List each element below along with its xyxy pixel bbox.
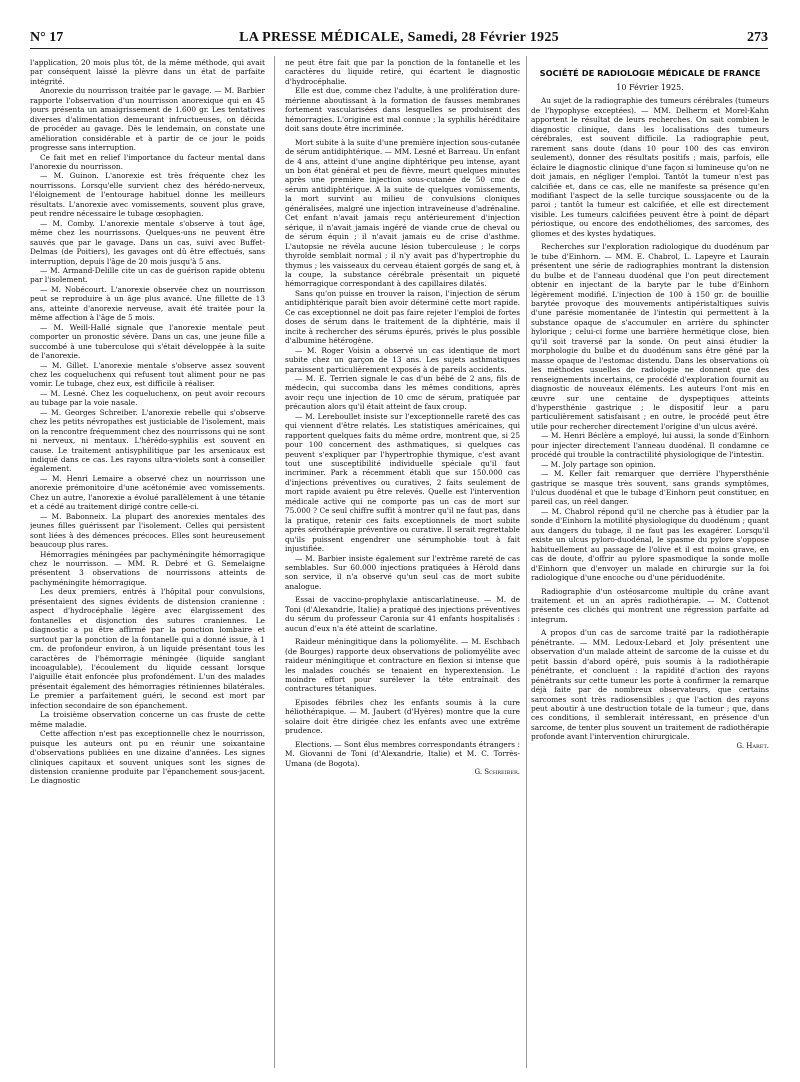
- paragraph: — M. Guinon. L'anorexie est très fréquente chez les nourrissons. Lorsqu'elle survient chez des hérédo-nerveux, l'éloignement de l'entourage habituel donne les meilleurs résultats. L'anorexie avec vomissements, souvent plus grave, peut rendre nécessaire le tubage œsophagien.: [30, 171, 265, 219]
- paragraph: Episodes fébriles chez les enfants soumis à la cure héliothérapique. — M. Jaubert (d'Hyères) montre que la cure solaire doit être dirigée chez les enfants avec une extrême prudence.: [285, 697, 520, 736]
- column-2: [285, 58, 520, 1068]
- paragraph: — M. Keller fait remarquer que derrière l'hypersthénie gastrique se masque très souvent, sans grands symptômes, l'ulcus duodénal et que le tubage d'Einhorn peut constituer, en pareil cas, un réel danger.: [531, 469, 769, 507]
- paragraph: — M. Lereboullet insiste sur l'exceptionnelle rareté des cas qui viennent d'être relatés. Les statistiques américaines, qui rapportent quelques faits du même ordre, montrent que, si 25 pour 100 concernent des asthmatiques, si quelques cas peuvent s'expliquer par l'hypertrophie thymique, c'est avant tout une susceptibilité individuelle spéciale qu'il faut incriminer. Park a récemment établi que sur 150.000 cas d'injections préventives ou curatives, 2 faits seulement de mort rapide avaient pu être relevés. Quelle est l'intervention médicale active qui ne comporte pas un cas de mort sur 75.000 ? Ce seul chiffre suffit à montrer qu'il ne faut pas, dans la pratique, retenir ces faits exceptionnels de mort subite après sérothérapie préventive ou curative. Il serait regrettable qu'ils puissent engendrer une sérumphobie tout à fait injustifiée.: [285, 411, 520, 554]
- paragraph: — M. Georges Schreiber. L'anorexie rebelle qui s'observe chez les petits névropathes est justiciable de l'isolement, mais on la rencontre fréquemment chez des nourrissons qui ne sont ni nerveux, ni mentaux. L'hérédo-syphilis est souvent en cause. Le traitement antisyphilitique par les arsenicaux est indiqué dans ce cas. Les rayons ultra-violets sont à conseiller également.: [30, 407, 265, 474]
- paragraph: La troisième observation concerne un cas fruste de cette même maladie.: [30, 710, 265, 729]
- column-divider: [274, 56, 275, 1068]
- paragraph: Radiographie d'un ostéosarcome multiple du crâne avant traitement et un an après radiothérapie. — M. Cottenot présente ces clichés qui montrent une régression parfaite ad integrum.: [531, 586, 769, 624]
- page-header: [30, 30, 768, 49]
- paragraph: — M. Joly partage son opinion.: [541, 459, 656, 469]
- column-3: [531, 58, 769, 1068]
- paragraph: A propos d'un cas de sarcome traité par la radiothérapie pénétrante. — MM. Ledoux-Lebard et Joly présentent une observation d'un malade atteint de sarcome de la cuisse et du petit bassin d'abord opéré, puis soumis à la radiothérapie pénétrante, et concluent : la rapidité d'action des rayons pénétrants sur cette tumeur les porte à confirmer la remarque déjà faite par de nombreux observateurs, que certains sarcomes sont très radiosensibles ; que l'action des rayons peut aboutir à une destruction totale de la tumeur ; que, dans ces conditions, il semblerait intéressant, en présence d'un sarcome, de tenter plus souvent un traitement de radiothérapie profonde avant l'intervention chirurgicale.: [531, 628, 769, 742]
- paragraph: Raideur méningitique dans la poliomyélite. — M. Eschbach (de Bourges) rapporte deux observations de poliomyélite avec raideur méningitique et contracture en flexion si intense que les malades couchés se tenaient en hyperextension. Le moindre effort pour surélever la tête entraînait des contractures tétaniques.: [285, 637, 520, 694]
- paragraph: Elle est due, comme chez l'adulte, à une prolifération dure-mérienne aboutissant à la formation de fausses membranes fortement vascularisées dans lesquelles se produisent des hémorragies. L'origine est mal connue ; la syphilis héréditaire doit sans doute être incriminée.: [285, 86, 520, 134]
- paragraph: Cette affection n'est pas exceptionnelle chez le nourrisson, puisque les auteurs ont pu en réunir une soixantaine d'observations publiées en une dizaine d'années. Les signes cliniques capitaux et souvent uniques sont les signes de distension cranienne produite par l'épanchement sous-jacent. Le diagnostic: [30, 729, 265, 786]
- paragraph: Ce fait met en relief l'importance du facteur mental dans l'anorexie du nourrisson.: [30, 152, 265, 171]
- paragraph: — M. E. Terrien signale le cas d'un bébé de 2 ans, fils de médecin, qui succomba dans les mêmes conditions, après avoir reçu une injection de 10 cmc de sérum, pratiquée par précaution alors qu'il était atteint de faux croup.: [285, 373, 520, 412]
- section-heading: SOCIÉTÉ DE RADIOLOGIE MÉDICALE DE FRANCE: [539, 68, 761, 78]
- issue-number: N° 17: [30, 30, 64, 45]
- paragraph: — M. Comby. L'anorexie mentale s'observe à tout âge, même chez les nourrissons. Quelques-uns ne peuvent être sauvés que par le gavage. Dans un cas, suivi avec Buffet-Delmas (de Poitiers), les gavages ont dû être effectués, sans interruption, depuis l'âge de 20 mois jusqu'à 5 ans.: [30, 218, 265, 266]
- paragraph: Recherches sur l'exploration radiologique du duodénum par le tube d'Einhorn. — MM. E. Chabrol, L. Lapeyre et Laurain présentent une série de radiographies montrant la distension du bulbe et de l'anneau duodénal que l'on peut directement obtenir en injectant de la baryte par le tube d'Einhorn légèrement modifié. L'injection de 100 à 150 gr. de bouillie barytée provoque des mouvements antipéristaltiques suivis d'une parésie momentanée de l'intestin qui permettent à la substance opaque de s'accumuler en arrière du sphincter hylorique ; celui-ci forme une barrière hermétique close, bien qu'il soit traversé par la sonde. On peut ainsi étudier la morphologie du bulbe et du duodénum sans être gêné par la masse opaque de l'estomac distendu. Dans les observations où les méthodes usuelles de radiologie ne donnent que des renseignements incertains, ce procédé d'exploration fournit au diagnostic de nouveaux éléments. Les auteurs l'ont mis en œuvre sur une centaine de dyspeptiques atteints d'hypersthénie gastrique ; le dispositif leur a paru particulièrement satisfaisant ; en outre, le procédé peut être utile pour rechercher directement l'origine d'un ulcus avéré.: [531, 242, 769, 431]
- paragraph: — M. Barbier insiste également sur l'extrême rareté de cas semblables. Sur 60.000 injections pratiquées à Hérold dans son service, il n'a observé qu'un seul cas de mort subite analogue.: [285, 553, 520, 591]
- paragraph: — M. Henri Béclère a employé, lui aussi, la sonde d'Einhorn pour injecter directement l'anneau duodénal. Il condamne ce procédé qui trouble la contractilité physiologique de l'intestin.: [531, 431, 769, 460]
- signature: G. Haret.: [736, 741, 769, 750]
- paragraph: Les deux premiers, entrés à l'hôpital pour convulsions, présentaient des signes évidents de distension cranienne : aspect d'hydrocéphalie légère avec élargissement des fontanelles et disjonction des sutures craniennes. Le diagnostic a pu être affirmé par la ponction lombaire et surtout par la ponction de la fontanelle qui a donné issue, à 1 cm. de profondeur environ, à un liquide présentant tous les caractères de l'hémorragie méningée (liquide sanglant incoagulable), l'écoulement du liquide cessant lorsque l'aiguille était enfoncée plus profondément. L'un des malades présentait également des hémorragies rétiniennes bilatérales. Le premier a parfaitement guéri, le second est mort par infection secondaire de son épanchement.: [30, 587, 265, 710]
- session-date: 10 Février 1925.: [616, 83, 684, 92]
- paragraph: — M. Roger Voisin a observé un cas identique de mort subite chez un garçon de 13 ans. Les sujets asthmatiques paraissent particulièrement exposés à de pareils accidents.: [285, 345, 520, 374]
- paragraph: l'application, 20 mois plus tôt, de la même méthode, qui avait par conséquent laissé la plèvre dans un état de parfaite intégrité.: [30, 58, 265, 86]
- paragraph: Essai de vaccino-prophylaxie antiscarlatineuse. — M. de Toni (d'Alexandrie, Italie) a pratiqué des injections préventives du sérum du professeur Caronia sur 41 enfants hospitalisés : aucun d'eux n'a été atteint de scarlatine.: [285, 595, 520, 633]
- paragraph: — M. Chabrol répond qu'il ne cherche pas à étudier par la sonde d'Einhorn la motilité physiologique du duodénum ; quant aux dangers du tubage, il ne faut pas les exagérer. Lorsqu'il existe un ulcus pyloro-duodénal, le spasme du pylore s'oppose habituellement au passage de l'olive et il est moins grave, en cas de doute, d'offrir au pylore spasmodique la sonde molle d'Einhorn que d'envoyer un malade en chirurgie sur la foi radiologique d'une encoche ou d'une périduodénite.: [531, 506, 769, 583]
- paragraph: Mort subite à la suite d'une première injection sous-cutanée de sérum antidiphtérique. — MM. Lesné et Barreau. Un enfant de 4 ans, atteint d'une angine diphtérique peu intense, ayant un bon état général et peu de fièvre, meurt quelques minutes après une première injection sous-cutanée de 50 cmc de sérum antidiphtérique. A la suite de quelques vomissements, la mort survint au milieu de convulsions cloniques généralisées, malgré une injection intraveineuse d'adrénaline. Cet enfant n'avait jamais reçu antérieurement d'injection sérique, il n'avait jamais ingéré de viande crue de cheval ou de sérum équin ; il n'avait jamais eu de crise d'asthme. L'autopsie ne révéla aucune lésion tuberculeuse ; le corps thyroïde semblait normal ; il n'y avait pas d'hypertrophie du thymus ; les vaisseaux du cerveau étaient gorgés de sang et, à la coupe, la substance cérébrale présentait un piqueté hémorragique correspondant à des capillaires dilatés.: [285, 137, 520, 289]
- paragraph: — M. Nobécourt. L'anorexie observée chez un nourrisson peut se reproduire à un âge plus avancé. Une fillette de 13 ans, atteinte d'anorexie nerveuse, avait été traitée pour la même affection à l'âge de 5 mois.: [30, 284, 265, 323]
- paragraph: — M. Babonneix. La plupart des anorexies mentales des jeunes filles guérissent par l'isolement. Celles qui persistent sont liées à des démences précoces. Elles sont heureusement beaucoup plus rares.: [30, 511, 265, 550]
- column-1: [30, 58, 265, 1068]
- masthead-title: LA PRESSE MÉDICALE, Samedi, 28 Février 1925: [239, 30, 559, 45]
- paragraph: — M. Weill-Hallé signale que l'anorexie mentale peut comporter un pronostic sévère. Dans un cas, une jeune fille a succombé à une tuberculose qui s'était développée à la suite de l'anorexie.: [30, 322, 265, 361]
- paragraph: — M. Gillet. L'anorexie mentale s'observe assez souvent chez les coqueluchenx qui refusent tout aliment pour ne pas vomir. Le tubage, chez eux, est difficile à réaliser.: [30, 360, 265, 389]
- column-divider: [526, 56, 527, 1068]
- paragraph: Elections. — Sont élus membres correspondants étrangers : M. Giovanni de Toni (d'Alexandrie, Italie) et M. C. Torrès-Umana (de Bogota).: [285, 739, 520, 768]
- paragraph: Au sujet de la radiographie des tumeurs cérébrales (tumeurs de l'hypophyse exceptées). — MM. Delherm et Morel-Kahn apportent le résultat de leurs recherches. On sait combien le diagnostic clinique, dans les localisations des tumeurs cérébrales, est souvent difficile. La radiographie peut, rarement sans doute (dans 10 pour 100 des cas environ seulement), donner des résultats positifs ; mais, parfois, elle éclaire le diagnostic clinique d'une façon si lumineuse qu'on ne doit jamais, en négliger l'emploi. Tantôt la tumeur n'est pas calcifiée et, dans ce cas, elle ne manifeste sa présence qu'en modifiant l'aspect de la selle turcique soussjacente ou de la paroi ; tantôt la tumeur est calcifiée, et elle est directement visible. Les tumeurs calcifiées peuvent être à point de départ périostique, ou encore des endothéliomes, des sarcomes, des gliomes et des kystes hydatiques.: [531, 96, 769, 238]
- paragraph: Anorexie du nourrisson traitée par le gavage. — M. Barbier rapporte l'observation d'un nourrisson anorexique qui en 45 jours présenta un amaigrissement de 1.600 gr. Les tentatives diverses d'alimentation demeurant infructueuses, on décida de procéder au gavage. Dès le lendemain, on constate une amélioration considérable et à partir de ce jour le poids progresse sans interruption.: [30, 86, 265, 153]
- paragraph: — M. Henri Lemaire a observé chez un nourrisson une anorexie prémonitoire d'une acétonémie avec vomissements. Chez un autre, l'anorexie a évolué parallèlement à une tétanie et a cédé au traitement dirigé contre celle-ci.: [30, 473, 265, 512]
- signature: G. Schreiber.: [474, 768, 520, 777]
- paragraph: Hémorragies méningées par pachyméningite hémorragique chez le nourrisson. — MM. R. Debré et G. Semelaigne présentent 3 observations de nourrissons atteints de pachyméningite hémorragique.: [30, 549, 265, 587]
- page-number: 273: [747, 30, 768, 45]
- paragraph: ne peut être fait que par la ponction de la fontanelle et les caractères du liquide retiré, qui écartent le diagnostic d'hydrocéphalie.: [285, 58, 520, 86]
- paragraph: — M. Armand-Delille cite un cas de guérison rapide obtenu par l'isolement.: [30, 265, 265, 285]
- paragraph: — M. Lesné. Chez les coqueluchenx, on peut avoir recours au tubage par la voie nasale.: [30, 388, 265, 408]
- paragraph: Sans qu'on puisse en trouver la raison, l'injection de sérum antidiphtérique paraît bien avoir déterminé cette mort rapide. Ce cas exceptionnel ne doit pas faire rejeter l'emploi de fortes doses de sérum dans le traitement de la diphtérie, mais il incite à rechercher des sérums épurés, privés le plus possible d'albumine hétérogène.: [285, 288, 520, 346]
